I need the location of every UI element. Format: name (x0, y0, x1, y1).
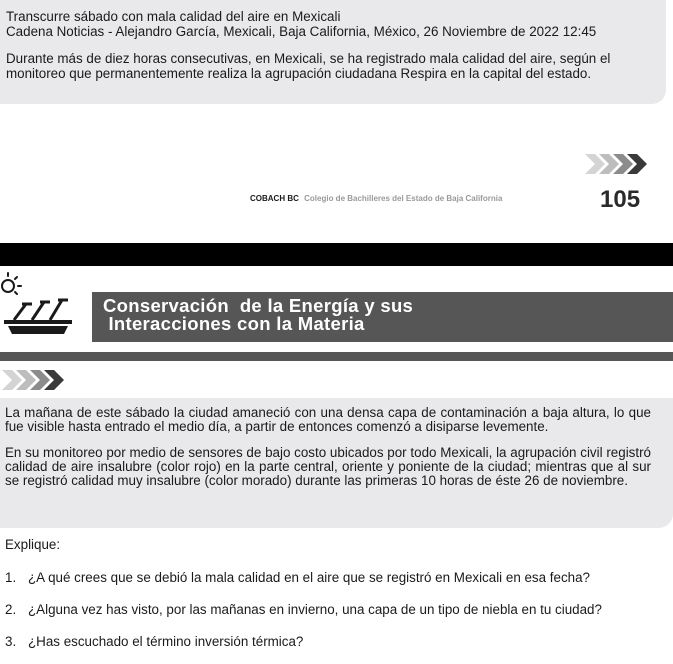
news-byline: Cadena Noticias - Alejandro García, Mexicali, Baja California, México, 26 Noviembre de 2022 12:45 (6, 24, 597, 39)
section-title-line2: Interacciones con la Materia (103, 313, 365, 334)
news-headline: Transcurre sábado con mala calidad del aire en Mexicali (6, 9, 341, 24)
question-text: ¿Alguna vez has visto, por las mañanas en invierno, una capa de un tipo de niebla en tu ciudad? (28, 602, 602, 617)
question-item (5, 570, 590, 585)
chevrons-icon (2, 370, 72, 390)
cobach-label: COBACH BC (250, 194, 299, 203)
article-paragraph-1: La mañana de este sábado la ciudad amaneció con una densa capa de contaminación a baja altura, lo que fue visible hasta entrado el medio día, a partir de entonces comenzó a disiparse levemente. (5, 405, 651, 434)
question-text: ¿A qué crees que se debió la mala calidad en el aire que se registró en Mexicali en esa fecha? (28, 570, 591, 585)
question-number: 1. (5, 570, 17, 585)
article-paragraph-2: En su monitoreo por medio de sensores de bajo costo ubicados por todo Mexicali, la agrupación civil registró calidad de aire insalubre (color rojo) en la parte central, oriente y poniente de la ciudad; mientras que al sur se registró calidad muy insalubre (color morado) durante las primeras 10 horas de éste 26 de noviembre. (5, 445, 651, 488)
question-item (5, 602, 602, 617)
header-divider (0, 352, 673, 361)
college-name: Colegio de Bachilleres del Estado de Baja California (304, 194, 503, 203)
section-title-line1: Conservación de la Energía y sus (103, 295, 414, 316)
question-item (5, 634, 303, 649)
page-number: 105 (600, 186, 641, 213)
explique-label: Explique: (5, 537, 61, 552)
footer-credit (250, 194, 502, 203)
question-number: 2. (5, 602, 17, 617)
section-header (92, 292, 673, 342)
lamp-icon (0, 268, 80, 343)
chevrons-icon (585, 154, 655, 174)
question-text: ¿Has escuchado el término inversión térmica? (28, 634, 304, 649)
page-break-bar (0, 243, 673, 266)
news-box (0, 0, 666, 104)
article-box (0, 398, 673, 528)
news-paragraph: Durante más de diez horas consecutivas, en Mexicali, se ha registrado mala calidad del aire, según el monitoreo que permanentemente realiza la agrupación ciudadana Respira en la capital del estado. (6, 51, 611, 81)
question-number: 3. (5, 634, 17, 649)
